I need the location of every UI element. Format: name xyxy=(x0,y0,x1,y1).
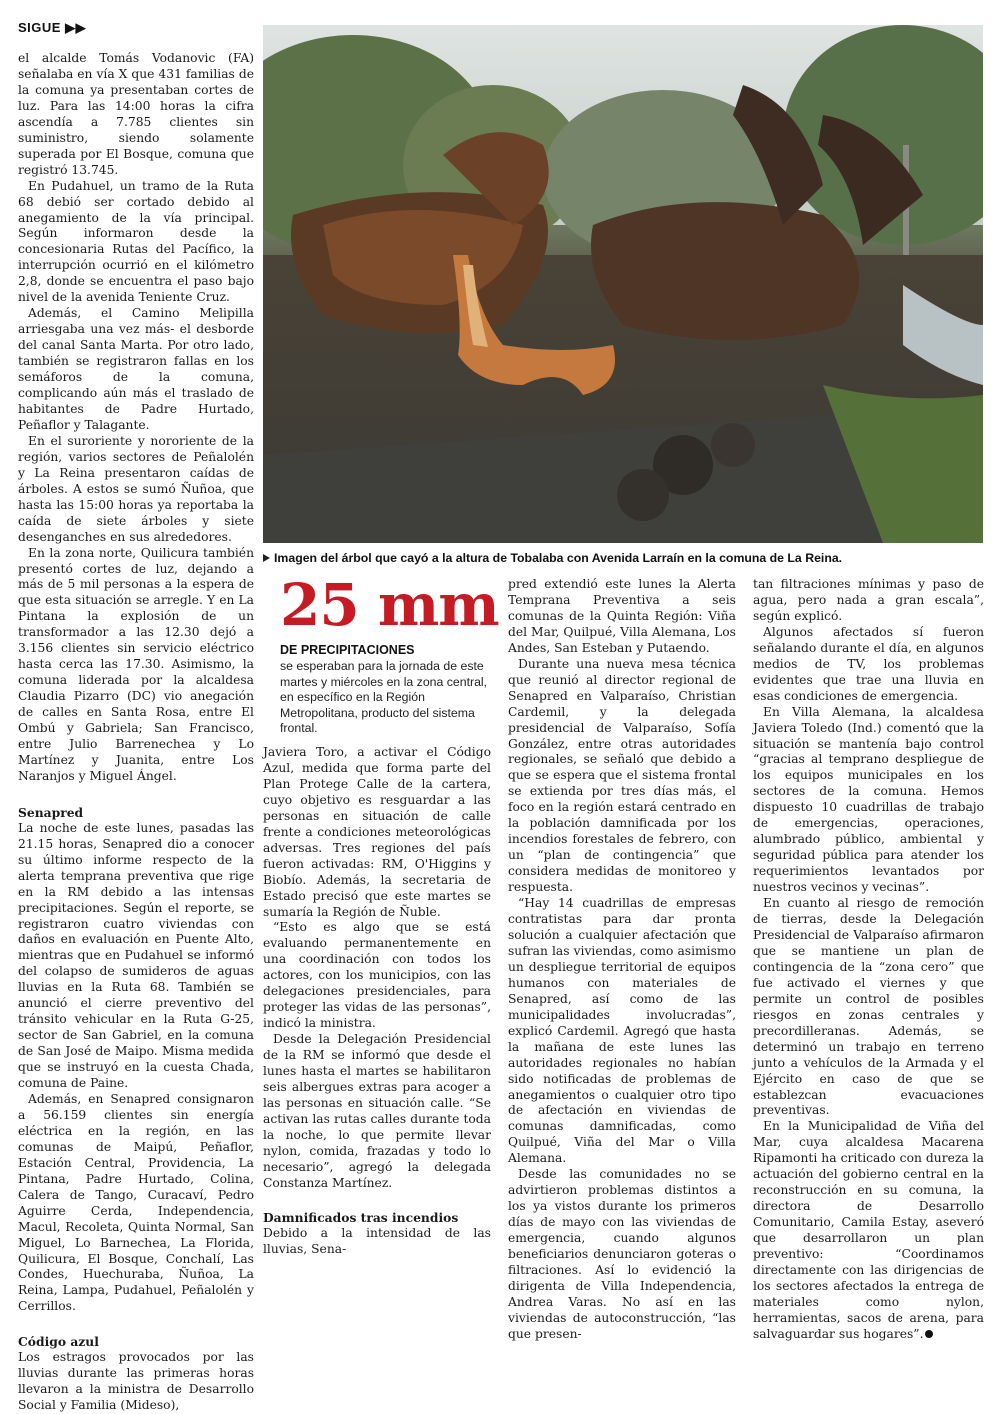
article-column-1 xyxy=(18,51,254,1414)
photo-caption xyxy=(263,551,985,565)
paragraph: En la zona norte, Quilicura también presentó cortes de luz, dejando a más de 5 mil personas a la espera de que esta situación se arregle. Y en La Pintana la explosión de un transformador a las 12.30 dejó a 3.156 clientes sin servicio eléctrico hasta cerca las 17.30. Asimismo, la comuna liderada por la alcaldesa Claudia Pizarro (DC) vio anegación de calles en Santa Rosa, entre El Ombú y Gabriela; San Francisco, entre Julio Barrenechea y Lo Martínez y Juanita, entre Los Naranjos y Miguel Ángel. xyxy=(18,545,254,783)
paragraph: “Esto es algo que se está evaluando permanentemente en una coordinación con todos los actores, con los municipios, con las delegaciones presidenciales, para proteger las vidas de las personas”, indicó la ministra. xyxy=(263,920,491,1031)
paragraph-last xyxy=(753,1119,984,1342)
paragraph: Los estragos provocados por las lluvias durante las primeras horas llevaron a la ministra de Desarrollo Social y Familia (Mideso), xyxy=(18,1350,254,1413)
stat-label: DE PRECIPITACIONES xyxy=(280,643,415,657)
paragraph: Durante una nueva mesa técnica que reunió al director regional de Senapred en Valparaíso, Christian Cardemil, y la delegada presidencial de Valparaíso, Sofía González, entre otras autoridades regionales, se señaló que debido a que se espera que el sistema frontal se extienda por tres días más, el foco en la región estará centrado en la población damnificada por los incendios forestales de febrero, con un “plan de contingencia” que considera medidas de monitoreo y respuesta. xyxy=(508,656,736,895)
paragraph: el alcalde Tomás Vodanovic (FA) señalaba en vía X que 431 familias de la comuna ya presentaban cortes de luz. Para las 14:00 horas la cifra ascendía a 7.785 clientes sin suministro, siendo solamente superada por El Bosque, comuna que registró 13.745. xyxy=(18,51,254,177)
paragraph: Además, el Camino Melipilla arriesgaba una vez más- el desborde del canal Santa Marta. Por otro lado, también se registraron fallas en los semáforos de la comuna, complicando aún más el traslado de habitantes de Padre Hurtado, Peñaflor y Talagante. xyxy=(18,306,254,432)
paragraph: “Hay 14 cuadrillas de empresas contratistas para dar pronta solución a cualquier afectación que sufran las viviendas, como asimismo un despliegue territorial de equipos humanos con materiales de Senapred, así como de las municipalidades involucradas”, explicó Cardemil. Agregó que hasta la mañana de este lunes las autoridades regionales no habían sido notificadas de problemas de anegamientos o cualquier otro tipo de afectación en viviendas de comunas damnificadas, como Quilpué, Viña del Mar o Villa Alemana. xyxy=(508,896,736,1166)
caption-arrow-icon xyxy=(263,554,270,562)
stat-description: se esperaban para la jornada de este martes y miércoles en la zona central, en específico en la Región Metropolitana, producto del sistema frontal. xyxy=(280,659,488,735)
paragraph: Debido a la intensidad de las lluvias, Sena- xyxy=(263,1225,491,1256)
paragraph: En Villa Alemana, la alcaldesa Javiera Toledo (Ind.) comentó que la situación se mantenía bajo control “gracias al temprano despliegue de los equipos municipales en los sectores de la comuna. Hemos dispuesto 10 cuadrillas de trabajo de emergencias, operaciones, alumbrado público, ambiental y seguridad pública para atender los requerimientos levantados por nuestros vecinos y vecinas”. xyxy=(753,704,984,895)
article-column-4 xyxy=(753,577,984,1343)
paragraph-text: En la Municipalidad de Viña del Mar, cuya alcaldesa Macarena Ripamonti ha criticado con dureza la actuación del gobierno central en la reconstrucción en su comuna, la directora de Desarrollo Comunitario, Camila Estay, aseveró que desarrollaron un plan preventivo: “Coordinamos directamente con las dirigencias de los sectores afectados la entrega de materiales como nylon, herramientas, sacos de arena, para salvaguardar sus hogares”. xyxy=(753,1119,984,1341)
section-heading-senapred: Senapred xyxy=(18,804,84,820)
paragraph: Además, en Senapred consignaron a 56.159 clientes sin energía eléctrica en la región, en las comunas de Maipú, Peñaflor, Estación Central, Providencia, La Pintana, Padre Hurtado, Colina, Calera de Tango, Curacaví, Pedro Aguirre Cerda, Independencia, Macul, Recoleta, Quinta Normal, San Miguel, Lo Barnechea, La Florida, Quilicura, El Bosque, Conchalí, Las Condes, Huechuraba, Ñuñoa, La Reina, Lampa, Pudahuel, Peñalolén y Cerrillos. xyxy=(18,1092,254,1314)
caption-text: Imagen del árbol que cayó a la altura de Tobalaba con Avenida Larraín en la comuna de La Reina. xyxy=(274,551,843,565)
end-of-article-icon xyxy=(925,1330,933,1338)
paragraph: La noche de este lunes, pasadas las 21.15 horas, Senapred dio a conocer su último informe respecto de la alerta temprana preventiva que rige en la RM debido a las intensas precipitaciones. Según el reporte, se registraron cuatro viviendas con daños en evaluación en Puente Alto, mientras que en Pudahuel se informó del colapso de sumideros de aguas lluvias en la Ruta 68. También se anunció el cierre preventivo del tránsito vehicular en la Ruta G-25, sector de San Gabriel, en la comuna de San José de Maipo. Misma medida que se instruyó en la cuesta Chada, comuna de Paine. xyxy=(18,820,254,1091)
paragraph: En cuanto al riesgo de remoción de tierras, desde la Delegación Presidencial de Valparaíso afirmaron que se mantiene un plan de contingencia de la “zona cero” que fue activado el viernes y que permite un control de posibles riesgos en zonas centrales y precordilleranas. Además, se determinó un trabajo en terreno junto a vehículos de la Armada y el Ejército en caso de que se establezcan evacuaciones preventivas. xyxy=(753,896,984,1118)
article-column-2 xyxy=(263,745,491,1258)
fallen-tree-photo xyxy=(263,25,983,543)
article-column-3 xyxy=(508,577,736,1343)
paragraph: Desde las comunidades no se advirtieron problemas distintos a los ya vistos durante los primeros días de mayo con las viviendas de emergencia, cuando algunos beneficiarios denunciaron goteras o filtraciones. Así lo evidenció la dirigenta de Villa Independencia, Andrea Varas. No así en las viviendas de autoconstrucción, “las que presen- xyxy=(508,1167,736,1341)
section-heading-damnificados: Damnificados tras incendios xyxy=(263,1209,459,1225)
paragraph: Javiera Toro, a activar el Código Azul, medida que forma parte del Plan Protege Calle de la cartera, cuyo objetivo es resguardar a las personas en situación de calle frente a condiciones meteorológicas adversas. Tres regiones del país fueron activadas: RM, O'Higgins y Biobío. Además, la secretaria de Estado precisó que este martes se sumaría la Región de Ñuble. xyxy=(263,745,491,919)
paragraph: Desde la Delegación Presidencial de la RM se informó que desde el lunes hasta el martes se habilitaron seis albergues extras para acoger a las personas en situación calle. “Se activan las rutas calles durante toda la noche, lo que permite llevar nylon, comida, frazadas y todo lo necesario”, agregó la delegada Constanza Martínez. xyxy=(263,1032,491,1190)
section-heading-codigo-azul: Código azul xyxy=(18,1334,99,1350)
paragraph: tan filtraciones mínimas y paso de agua, pero nada a gran escala”, según explicó. xyxy=(753,577,984,623)
photo-illustration xyxy=(263,25,983,543)
paragraph: En Pudahuel, un tramo de la Ruta 68 debió ser cortado debido al anegamiento de la vía principal. Según informaron desde la concesionaria Rutas del Pacífico, la interrupción ocurrió en el kilómetro 2,8, donde se encuentra el paso bajo nivel de la avenida Teniente Cruz. xyxy=(18,178,254,305)
paragraph: En el suroriente y nororiente de la región, varios sectores de Peñalolén y La Reina presentaron caídas de árboles. A estos se sumó Ñuñoa, que hasta las 15:00 horas ya reportaba la caída de siete árboles y siete desenganches en sus alrededores. xyxy=(18,433,254,544)
stat-value: 25 mm xyxy=(280,571,499,639)
paragraph: Algunos afectados sí fueron señalando durante el día, en algunos medios de TV, los problemas evidentes que trae una lluvia en esas condiciones de emergencia. xyxy=(753,624,984,703)
paragraph: pred extendió este lunes la Alerta Temprana Preventiva a seis comunas de la Quinta Región: Viña del Mar, Quilpué, Villa Alemana, Los Andes, San Esteban y Putaendo. xyxy=(508,577,736,655)
continuation-marker: SIGUE ▶▶ xyxy=(18,20,87,35)
